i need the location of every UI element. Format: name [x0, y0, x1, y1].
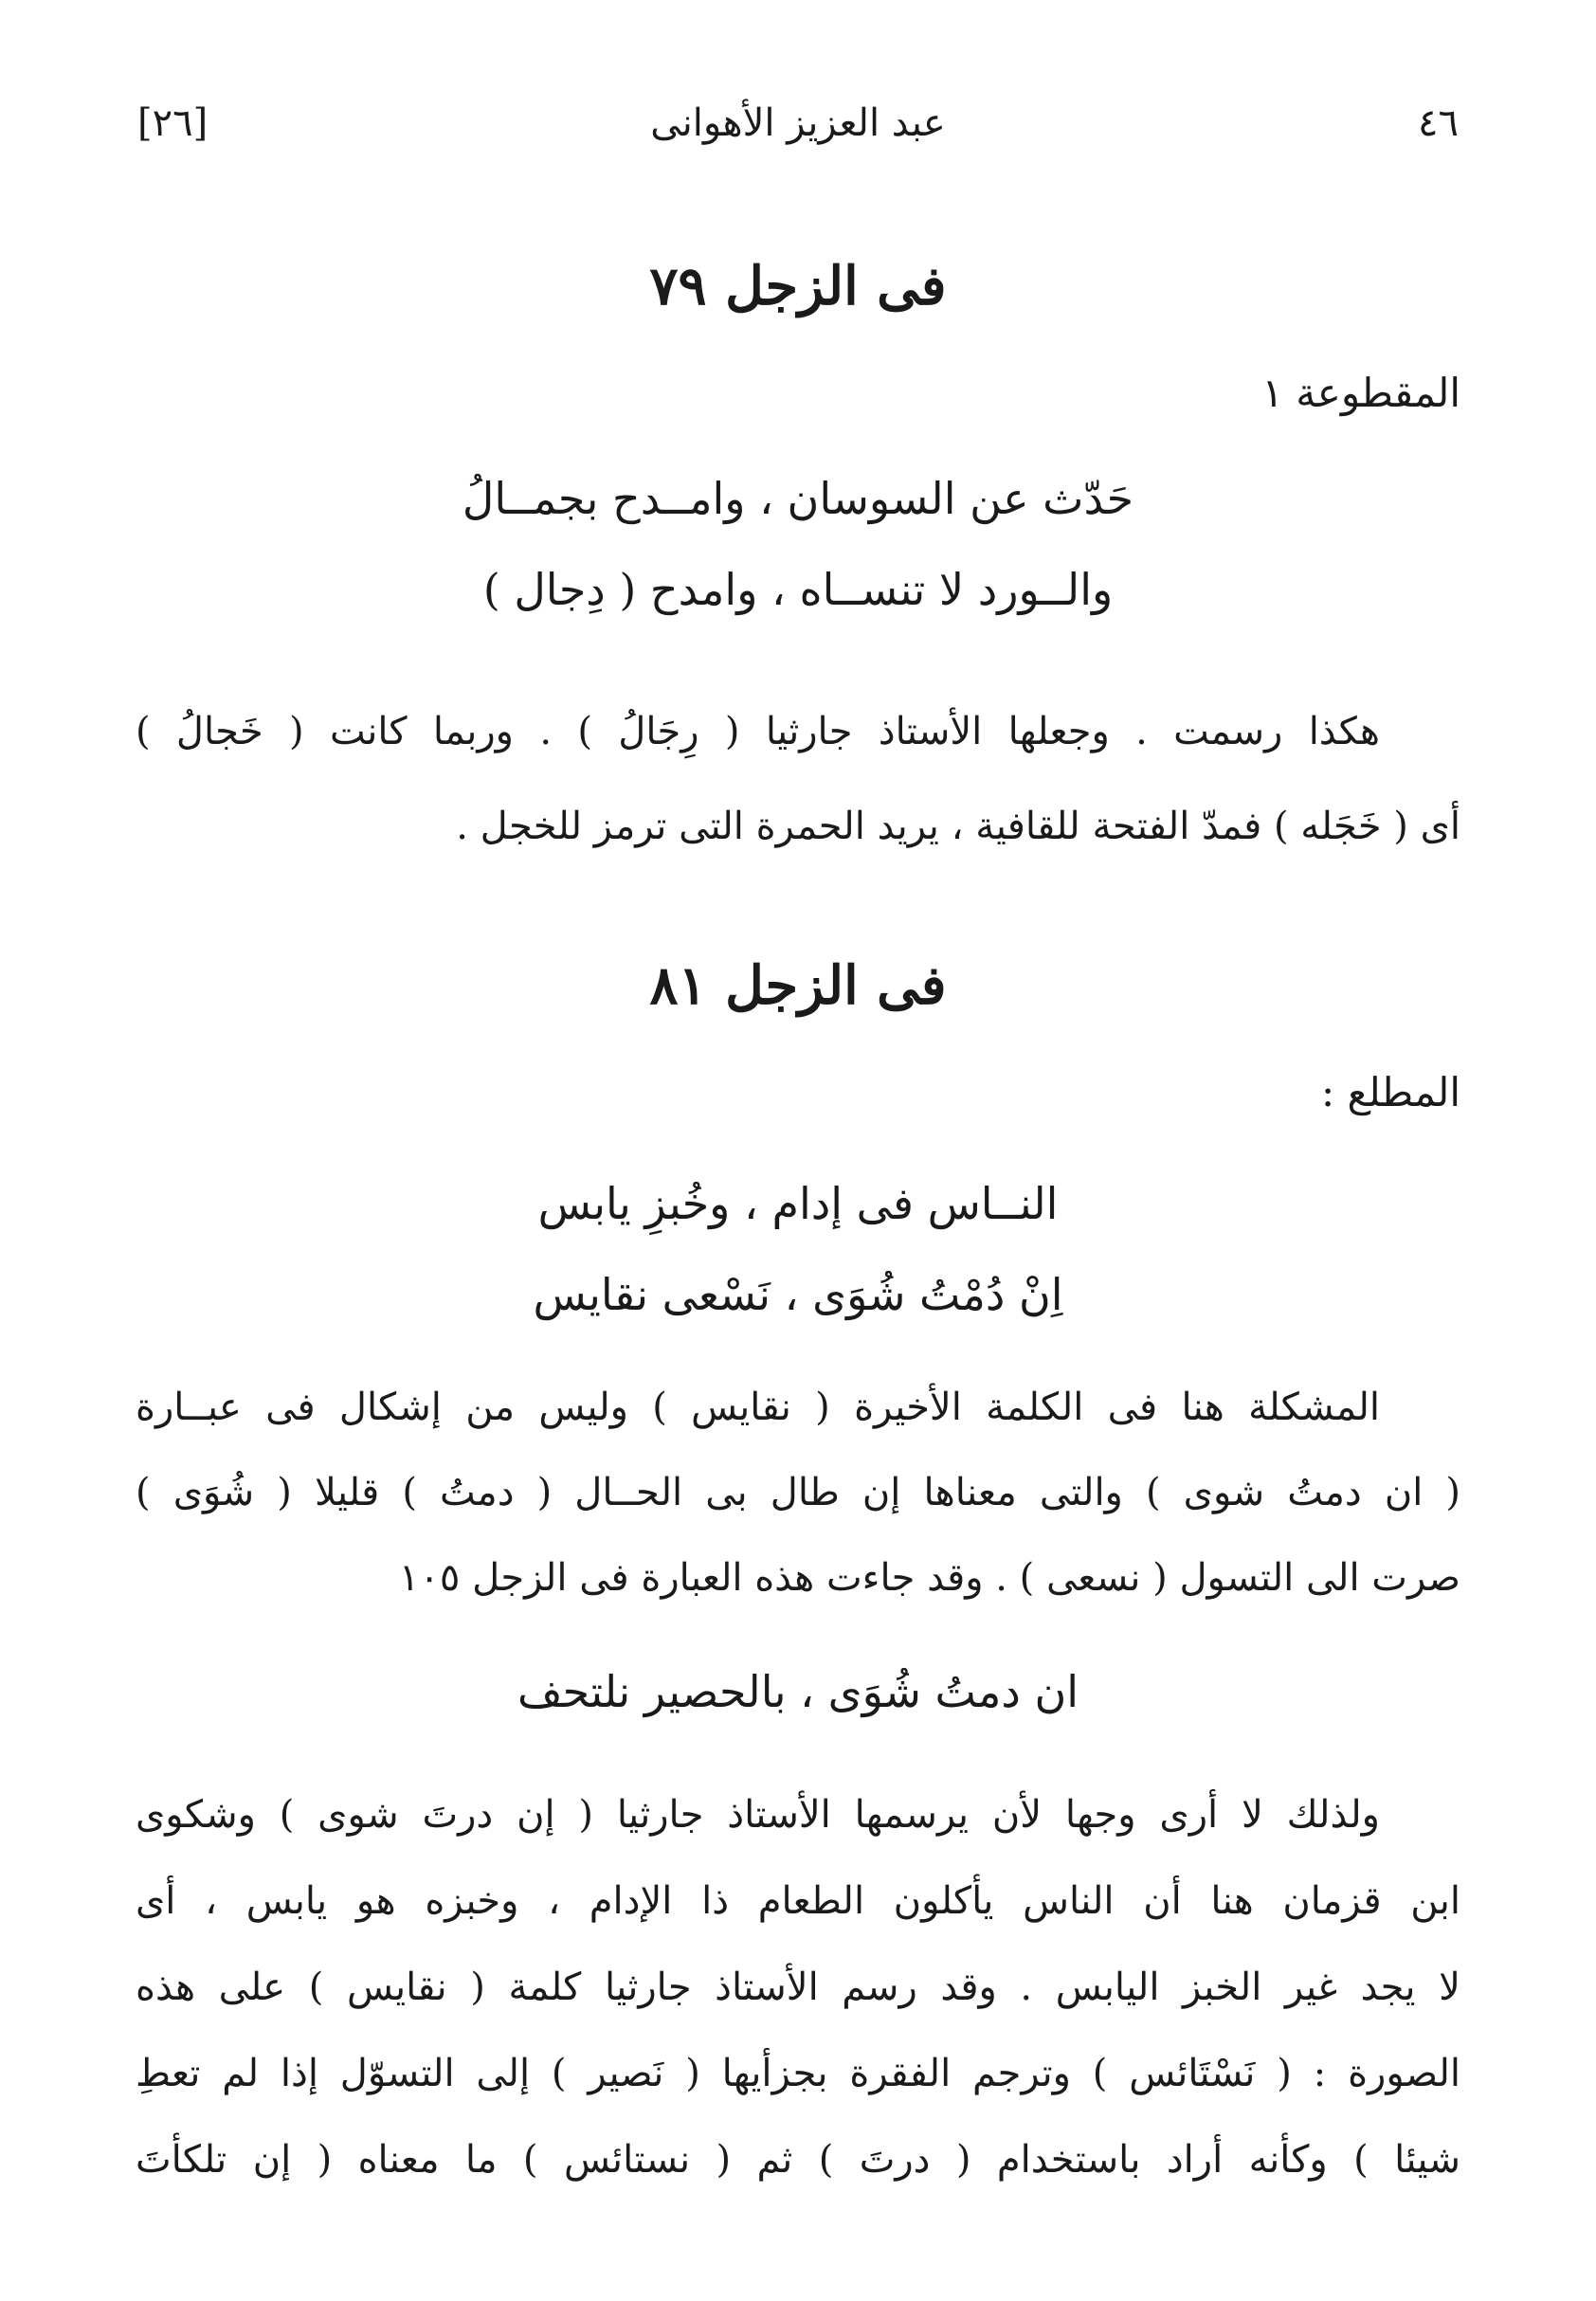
header-page-number: ٤٦: [1418, 101, 1459, 145]
section-heading-zajal-81: فى الزجل ٨١: [649, 954, 947, 1017]
verse-block-1: [0, 453, 1596, 635]
paragraph-line: هكذا رسمت . وجعلها الأستاذ جارثيا ( رِجَالُ ) . وربما كانت ( خَجالُ ): [136, 710, 1380, 753]
paragraph-line: ( ان دمتُ شوى ) والتى معناها إن طال بى الحــال ( دمتُ ) قليلا ( شُوَى ): [136, 1471, 1460, 1514]
paragraph-line: الصورة : ( نَسْتَائس ) وترجم الفقرة بجزأيها ( نَصير ) إلى التسوّل إذا لم تعطِ: [136, 2052, 1460, 2095]
paragraph-line: ولذلك لا أرى وجها لأن يرسمها الأستاذ جارثيا ( إن درتَ شوى ) وشكوى: [136, 1793, 1380, 1837]
verse-line: اِنْ دُمْتُ شُوَى ، نَسْعى نقايس: [533, 1269, 1063, 1320]
paragraph-line: المشكلة هنا فى الكلمة الأخيرة ( نقايس ) وليس من إشكال فى عبــارة: [136, 1386, 1380, 1429]
paragraph-line: لا يجد غير الخبز اليابس . وقد رسم الأستاذ جارثيا كلمة ( نقايس ) على هذه: [136, 1966, 1460, 2009]
commentary-paragraph-2: [136, 1365, 1460, 1621]
commentary-paragraph-3: [136, 1772, 1460, 2203]
section-heading-zajal-79: فى الزجل ٧٩: [649, 255, 947, 317]
header-page-reference: [٢٦]: [137, 101, 209, 145]
section-label-opening: المطلع :: [1321, 1069, 1460, 1115]
paragraph-line: شيئا ) وكأنه أراد باستخدام ( درتَ ) ثم ( نستائس ) ما معناه ( إن تلكأتَ: [136, 2138, 1460, 2182]
section-label-fragment: المقطوعة ١: [1261, 370, 1460, 416]
paragraph-line: ابن قزمان هنا أن الناس يأكلون الطعام ذا الإدام ، وخبزه هو يابس ، أى: [136, 1879, 1460, 1923]
verse-line: ان دمتُ شُوَى ، بالحصير نلتحف: [517, 1666, 1079, 1717]
verse-line: والــورد لا تنســاه ، وامدح ( دِجال ): [482, 564, 1114, 615]
header-author: عبد العزيز الأهوانى: [650, 101, 946, 145]
paragraph-line: أى ( خَجَله ) فمدّ الفتحة للقافية ، يريد الحمرة التى ترمز للخجل .: [456, 805, 1460, 848]
commentary-paragraph-1: [136, 684, 1460, 874]
verse-line: حَدّث عن السوسان ، وامــدح بجمــالُ: [462, 473, 1134, 524]
verse-block-2: [0, 1158, 1596, 1340]
verse-line: النــاس فى إدام ، وخُبزِ يابس: [537, 1178, 1059, 1229]
paragraph-line: صرت الى التسول ( نسعى ) . وقد جاءت هذه العبارة فى الزجل ١٠٥: [398, 1556, 1460, 1600]
quoted-verse: [0, 1649, 1596, 1734]
